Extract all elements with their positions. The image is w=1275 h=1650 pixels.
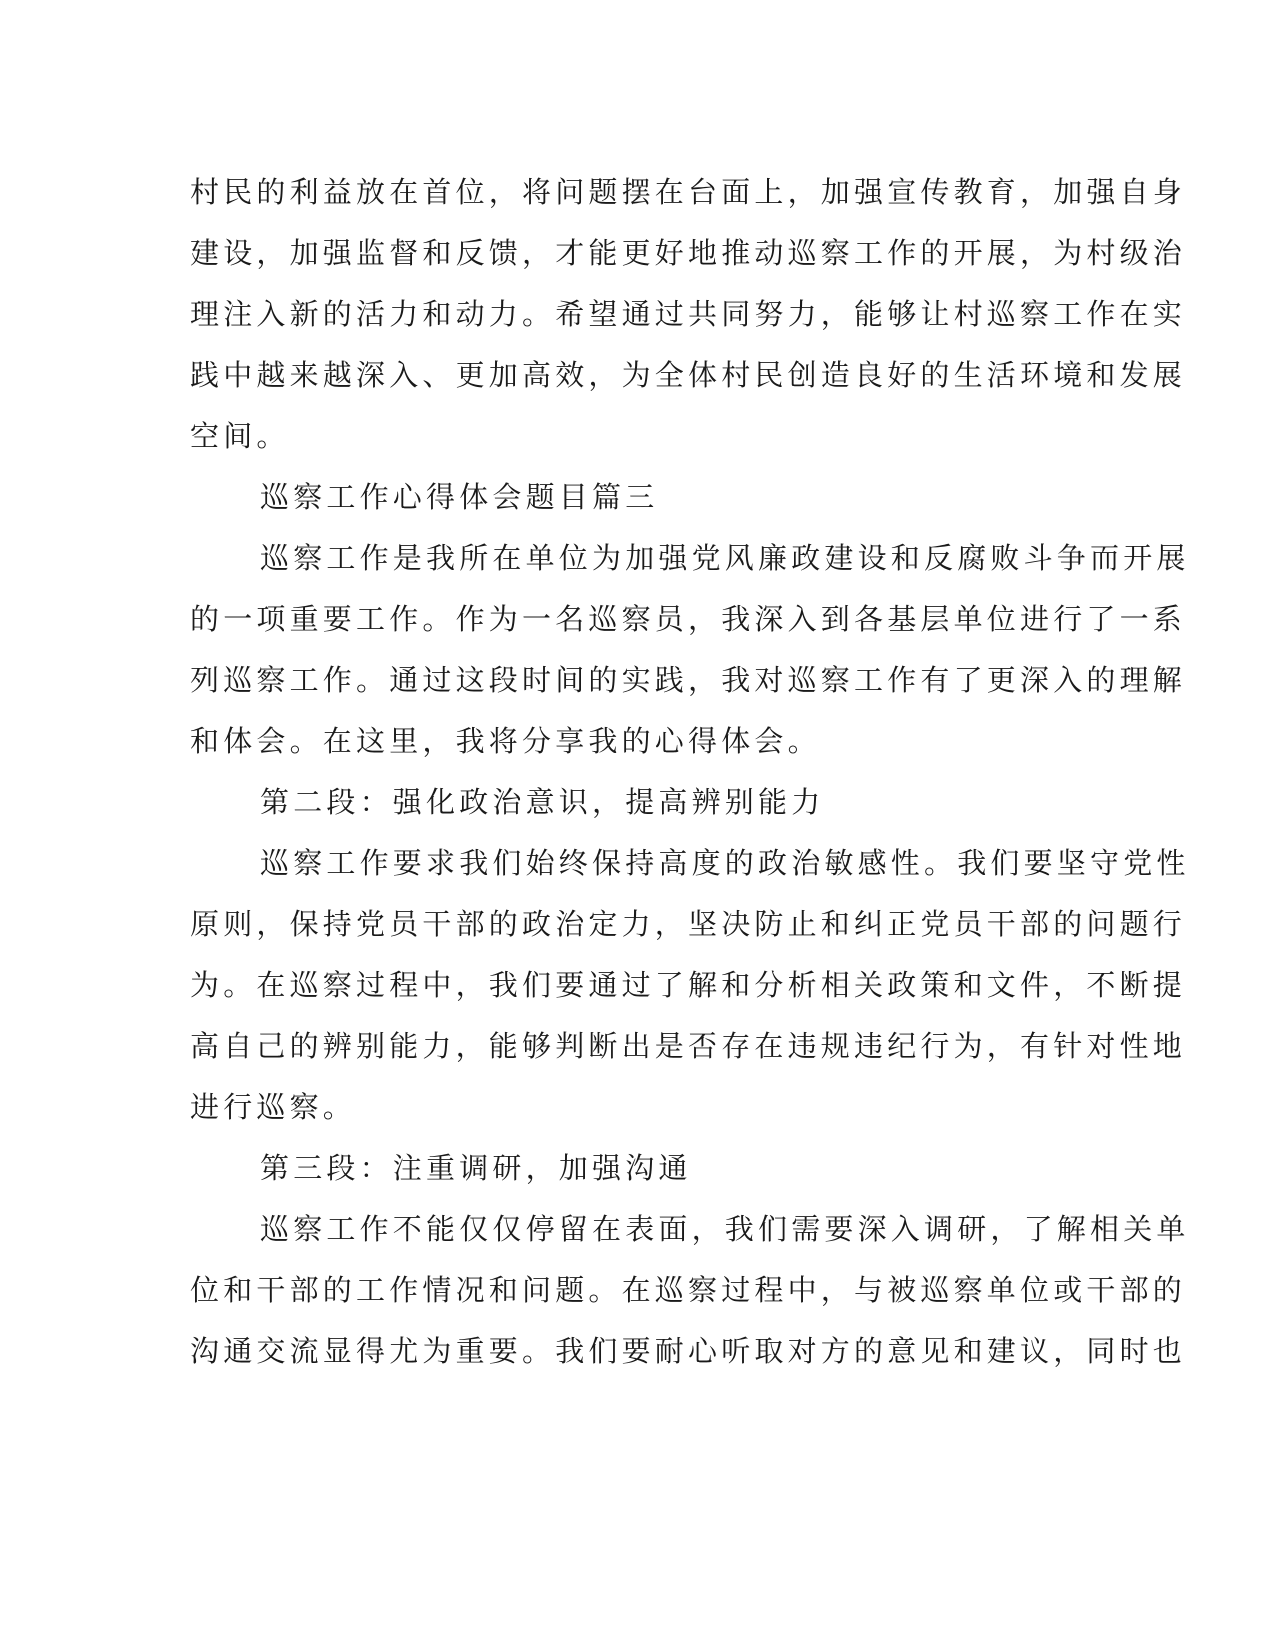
text-line: 列巡察工作。通过这段时间的实践，我对巡察工作有了更深入的理解 (190, 663, 1187, 697)
text-line: 的一项重要工作。作为一名巡察员，我深入到各基层单位进行了一系 (190, 602, 1187, 636)
section-heading: 巡察工作心得体会题目篇三 (260, 480, 659, 514)
text-line: 理注入新的活力和动力。希望通过共同努力，能够让村巡察工作在实 (190, 297, 1187, 331)
text-line: 位和干部的工作情况和问题。在巡察过程中，与被巡察单位或干部的 (190, 1273, 1187, 1307)
text-line: 践中越来越深入、更加高效，为全体村民创造良好的生活环境和发展 (190, 358, 1187, 392)
text-line: 沟通交流显得尤为重要。我们要耐心听取对方的意见和建议，同时也 (190, 1334, 1187, 1368)
text-line: 建设，加强监督和反馈，才能更好地推动巡察工作的开展，为村级治 (190, 236, 1187, 270)
text-line: 为。在巡察过程中，我们要通过了解和分析相关政策和文件，不断提 (190, 968, 1187, 1002)
document-body (190, 162, 1190, 1382)
section-heading: 第二段：强化政治意识，提高辨别能力 (260, 785, 825, 819)
text-line: 高自己的辨别能力，能够判断出是否存在违规违纪行为，有针对性地 (190, 1029, 1187, 1063)
paragraph-start-line: 巡察工作要求我们始终保持高度的政治敏感性。我们要坚守党性 (260, 846, 1190, 880)
text-line: 原则，保持党员干部的政治定力，坚决防止和纠正党员干部的问题行 (190, 907, 1187, 941)
text-line: 和体会。在这里，我将分享我的心得体会。 (190, 724, 821, 758)
text-line: 村民的利益放在首位，将问题摆在台面上，加强宣传教育，加强自身 (190, 175, 1187, 209)
text-line: 进行巡察。 (190, 1090, 357, 1124)
paragraph-start-line: 巡察工作不能仅仅停留在表面，我们需要深入调研，了解相关单 (260, 1212, 1190, 1246)
paragraph-start-line: 巡察工作是我所在单位为加强党风廉政建设和反腐败斗争而开展 (260, 541, 1190, 575)
text-line: 空间。 (190, 419, 290, 453)
section-heading: 第三段：注重调研，加强沟通 (260, 1151, 692, 1185)
